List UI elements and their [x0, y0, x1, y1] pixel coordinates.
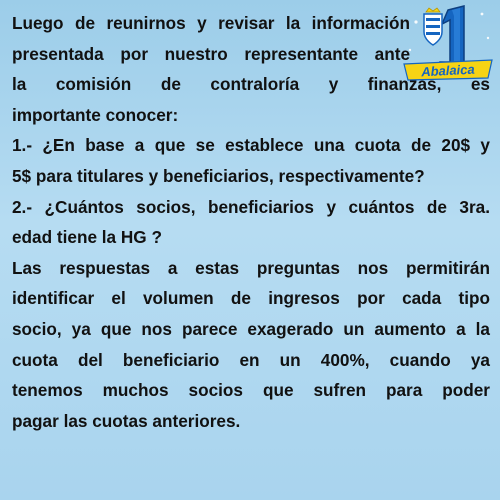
intro-line: importante conocer:	[12, 104, 179, 125]
closing-line: Las respuestas a estas preguntas nos permitirán	[12, 257, 490, 278]
question-1	[12, 130, 490, 191]
closing-paragraph	[12, 253, 490, 437]
closing-line: identificar el volumen de ingresos por cada tipo	[12, 288, 490, 309]
intro-paragraph	[12, 8, 490, 130]
intro-line: la comisión de contraloría y finanzas, es	[12, 74, 490, 95]
question-line: 1.- ¿En base a que se establece una cuota de 20$ y	[12, 135, 490, 156]
announcement-text	[12, 8, 490, 436]
question-line: 2.- ¿Cuántos socios, beneficiarios y cuántos de 3ra.	[12, 196, 490, 217]
question-2	[12, 192, 490, 253]
intro-line: presentada por nuestro representante ante	[12, 43, 410, 64]
closing-line: socio, ya que nos parece exagerado un aumento a la	[12, 318, 490, 339]
closing-line: tenemos muchos socios que sufren para poder	[12, 380, 490, 401]
question-line: 5$ para titulares y beneficiarios, respectivamente?	[12, 165, 425, 186]
logo-text: Abalaica	[420, 61, 476, 80]
closing-line: pagar las cuotas anteriores.	[12, 410, 241, 431]
closing-line: cuota del beneficiario en un 400%, cuando ya	[12, 349, 490, 370]
question-line: edad tiene la HG ?	[12, 227, 162, 248]
intro-line: Luego de reunirnos y revisar la información	[12, 13, 410, 33]
